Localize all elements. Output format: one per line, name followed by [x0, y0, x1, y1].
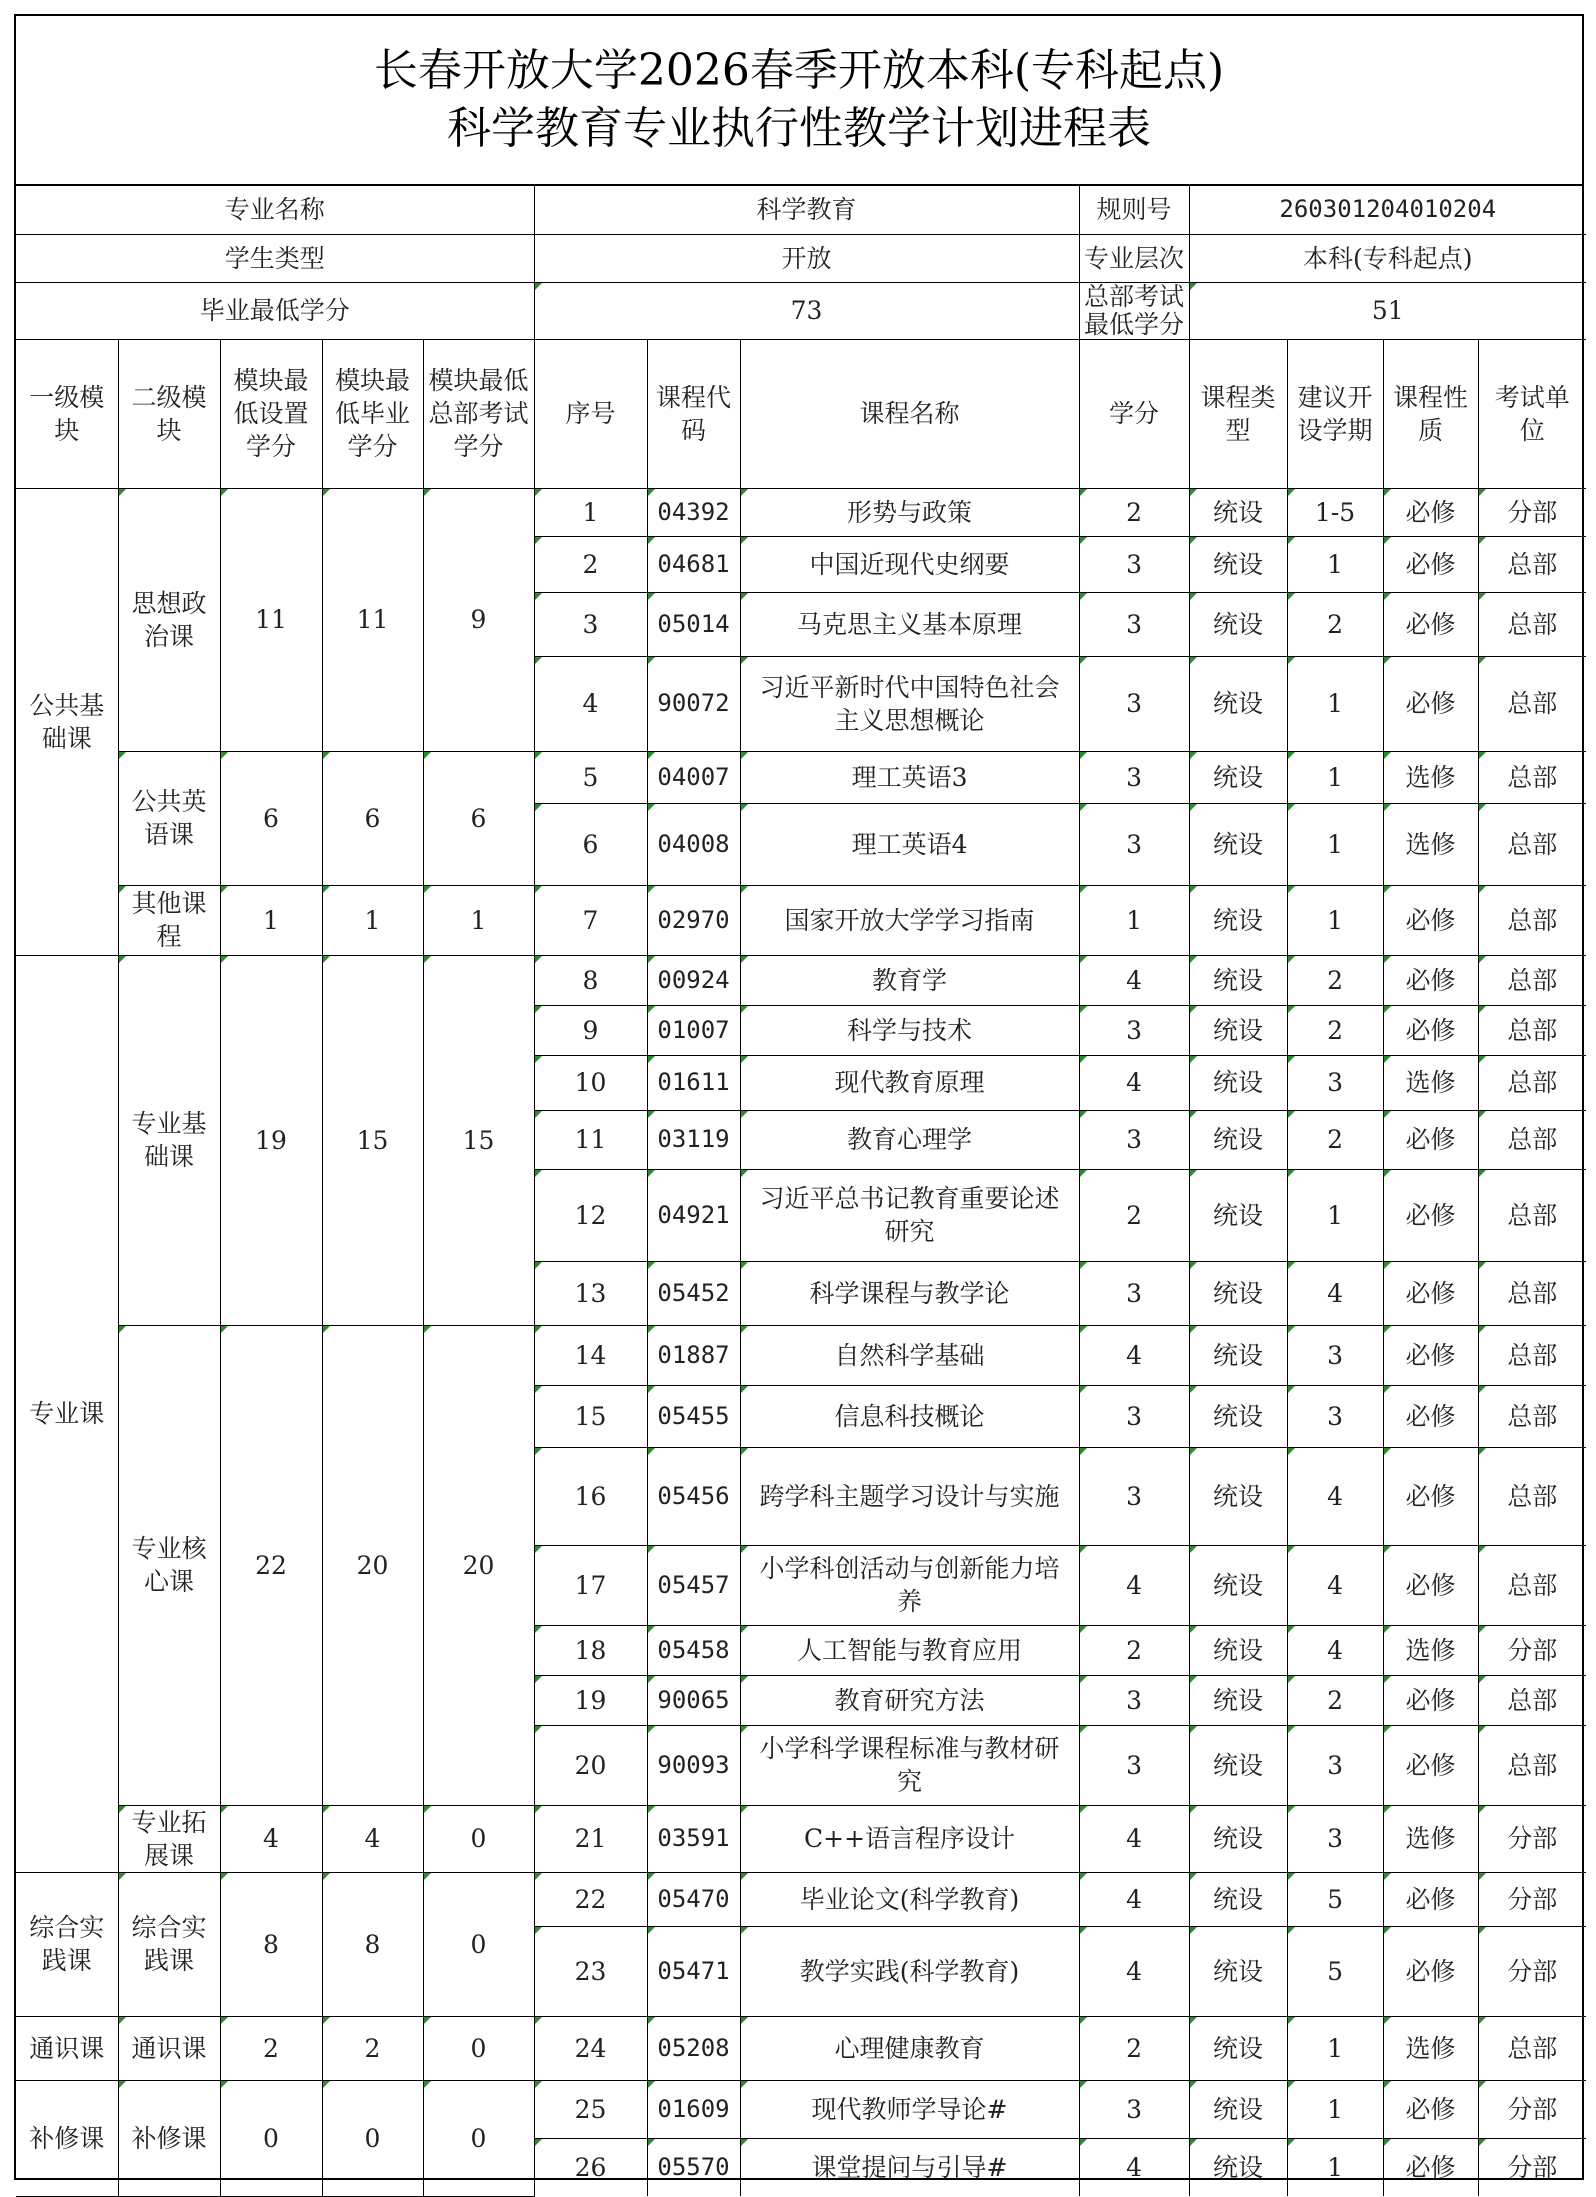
course-no: 16 [534, 1447, 647, 1545]
course-no: 19 [534, 1675, 647, 1725]
course-no: 4 [534, 656, 647, 751]
course-name: 科学课程与教学论 [740, 1261, 1079, 1325]
course-term: 1 [1287, 885, 1383, 955]
course-no: 24 [534, 2016, 647, 2080]
course-term: 2 [1287, 1110, 1383, 1169]
course-name: C++语言程序设计 [740, 1805, 1079, 1872]
course-term: 1 [1287, 2138, 1383, 2196]
course-no: 22 [534, 1872, 647, 1926]
course-unit: 总部 [1478, 1110, 1586, 1169]
course-credit: 3 [1079, 1447, 1189, 1545]
exam-credit-value: 51 [1189, 282, 1586, 339]
module-grad-credit: 8 [322, 1872, 423, 2016]
course-code: 04921 [647, 1169, 740, 1261]
course-code: 90065 [647, 1675, 740, 1725]
level-value: 本科(专科起点) [1189, 234, 1586, 282]
module-level1: 专业课 [16, 955, 118, 1872]
course-term: 1 [1287, 751, 1383, 803]
course-code: 05455 [647, 1385, 740, 1447]
course-name: 现代教师学导论# [740, 2080, 1079, 2138]
course-name: 教育研究方法 [740, 1675, 1079, 1725]
course-credit: 3 [1079, 2080, 1189, 2138]
course-credit: 4 [1079, 955, 1189, 1005]
course-code: 01007 [647, 1005, 740, 1055]
module-exam-credit: 0 [423, 2016, 534, 2080]
course-term: 2 [1287, 955, 1383, 1005]
module-set-credit: 22 [220, 1325, 322, 1805]
col-type: 课程类型 [1189, 339, 1287, 488]
module-level2: 专业核心课 [118, 1325, 220, 1805]
course-term: 4 [1287, 1261, 1383, 1325]
course-unit: 总部 [1478, 2016, 1586, 2080]
course-code: 01611 [647, 1055, 740, 1110]
course-code: 04008 [647, 803, 740, 885]
module-set-credit: 1 [220, 885, 322, 955]
module-level2: 通识课 [118, 2016, 220, 2080]
course-name: 理工英语4 [740, 803, 1079, 885]
module-level1: 通识课 [16, 2016, 118, 2080]
course-no: 8 [534, 955, 647, 1005]
module-grad-credit: 20 [322, 1325, 423, 1805]
course-unit: 分部 [1478, 2080, 1586, 2138]
course-nature: 必修 [1383, 885, 1478, 955]
course-name: 人工智能与教育应用 [740, 1625, 1079, 1675]
course-nature: 必修 [1383, 1872, 1478, 1926]
course-credit: 3 [1079, 1725, 1189, 1805]
course-unit: 总部 [1478, 1385, 1586, 1447]
course-type: 统设 [1189, 592, 1287, 656]
course-credit: 2 [1079, 2016, 1189, 2080]
course-nature: 选修 [1383, 1625, 1478, 1675]
course-name: 现代教育原理 [740, 1055, 1079, 1110]
module-level2: 综合实践课 [118, 1872, 220, 2016]
plan-table [16, 186, 1586, 2197]
course-type: 统设 [1189, 488, 1287, 536]
course-code: 05470 [647, 1872, 740, 1926]
course-unit: 总部 [1478, 1055, 1586, 1110]
course-no: 10 [534, 1055, 647, 1110]
course-unit: 总部 [1478, 803, 1586, 885]
course-type: 统设 [1189, 955, 1287, 1005]
course-term: 3 [1287, 1805, 1383, 1872]
min-credit-value: 73 [534, 282, 1079, 339]
course-term: 1 [1287, 2080, 1383, 2138]
module-grad-credit: 1 [322, 885, 423, 955]
course-credit: 3 [1079, 751, 1189, 803]
course-unit: 总部 [1478, 1169, 1586, 1261]
course-type: 统设 [1189, 1625, 1287, 1675]
module-exam-credit: 1 [423, 885, 534, 955]
course-nature: 必修 [1383, 1447, 1478, 1545]
course-term: 2 [1287, 1005, 1383, 1055]
course-type: 统设 [1189, 1545, 1287, 1625]
course-nature: 必修 [1383, 1110, 1478, 1169]
course-credit: 4 [1079, 1545, 1189, 1625]
course-nature: 选修 [1383, 1055, 1478, 1110]
course-code: 90072 [647, 656, 740, 751]
module-set-credit: 6 [220, 751, 322, 885]
course-unit: 分部 [1478, 2138, 1586, 2196]
table-row [16, 955, 1586, 1005]
course-credit: 2 [1079, 488, 1189, 536]
course-no: 7 [534, 885, 647, 955]
course-credit: 3 [1079, 1005, 1189, 1055]
course-no: 1 [534, 488, 647, 536]
course-no: 18 [534, 1625, 647, 1675]
course-nature: 必修 [1383, 488, 1478, 536]
plan-sheet [14, 14, 1584, 2180]
table-row [16, 751, 1586, 803]
course-credit: 4 [1079, 1805, 1189, 1872]
course-name: 理工英语3 [740, 751, 1079, 803]
course-credit: 4 [1079, 1872, 1189, 1926]
course-nature: 必修 [1383, 1545, 1478, 1625]
course-term: 1 [1287, 536, 1383, 592]
rule-value: 260301204010204 [1189, 186, 1586, 234]
course-unit: 总部 [1478, 1447, 1586, 1545]
course-credit: 2 [1079, 1625, 1189, 1675]
course-unit: 总部 [1478, 656, 1586, 751]
course-code: 05456 [647, 1447, 740, 1545]
student-type-value: 开放 [534, 234, 1079, 282]
course-term: 1 [1287, 1169, 1383, 1261]
course-credit: 1 [1079, 885, 1189, 955]
module-exam-credit: 6 [423, 751, 534, 885]
course-credit: 3 [1079, 803, 1189, 885]
module-grad-credit: 15 [322, 955, 423, 1325]
course-unit: 总部 [1478, 1005, 1586, 1055]
course-no: 9 [534, 1005, 647, 1055]
course-type: 统设 [1189, 1872, 1287, 1926]
course-name: 马克思主义基本原理 [740, 592, 1079, 656]
module-level2: 思想政治课 [118, 488, 220, 751]
course-term: 1 [1287, 656, 1383, 751]
level-label: 专业层次 [1079, 234, 1189, 282]
col-mod1: 一级模块 [16, 339, 118, 488]
course-type: 统设 [1189, 1675, 1287, 1725]
course-no: 2 [534, 536, 647, 592]
module-level2: 专业拓展课 [118, 1805, 220, 1872]
course-nature: 选修 [1383, 2016, 1478, 2080]
course-nature: 选修 [1383, 803, 1478, 885]
course-term: 2 [1287, 1675, 1383, 1725]
course-nature: 必修 [1383, 955, 1478, 1005]
course-code: 90093 [647, 1725, 740, 1805]
course-type: 统设 [1189, 1926, 1287, 2016]
course-no: 6 [534, 803, 647, 885]
course-code: 04392 [647, 488, 740, 536]
course-code: 00924 [647, 955, 740, 1005]
course-name: 小学科创活动与创新能力培养 [740, 1545, 1079, 1625]
course-name: 习近平总书记教育重要论述研究 [740, 1169, 1079, 1261]
course-term: 3 [1287, 1385, 1383, 1447]
course-term: 3 [1287, 1055, 1383, 1110]
course-type: 统设 [1189, 1447, 1287, 1545]
course-code: 05471 [647, 1926, 740, 2016]
course-credit: 3 [1079, 1261, 1189, 1325]
course-type: 统设 [1189, 751, 1287, 803]
col-mod2: 二级模块 [118, 339, 220, 488]
course-code: 04681 [647, 536, 740, 592]
course-nature: 必修 [1383, 1385, 1478, 1447]
course-no: 23 [534, 1926, 647, 2016]
course-unit: 总部 [1478, 1675, 1586, 1725]
course-name: 教学实践(科学教育) [740, 1926, 1079, 2016]
module-level2: 公共英语课 [118, 751, 220, 885]
course-unit: 分部 [1478, 1872, 1586, 1926]
table-row [16, 1325, 1586, 1385]
table-row [16, 488, 1586, 536]
module-set-credit: 8 [220, 1872, 322, 2016]
course-no: 21 [534, 1805, 647, 1872]
course-nature: 必修 [1383, 2080, 1478, 2138]
course-type: 统设 [1189, 2138, 1287, 2196]
module-set-credit: 0 [220, 2080, 322, 2196]
course-credit: 3 [1079, 592, 1189, 656]
module-exam-credit: 0 [423, 1805, 534, 1872]
col-nature: 课程性质 [1383, 339, 1478, 488]
table-row [16, 1805, 1586, 1872]
course-unit: 分部 [1478, 1805, 1586, 1872]
col-exam-credit: 模块最低总部考试学分 [423, 339, 534, 488]
course-credit: 4 [1079, 1325, 1189, 1385]
course-unit: 总部 [1478, 885, 1586, 955]
course-term: 1 [1287, 2016, 1383, 2080]
course-credit: 3 [1079, 536, 1189, 592]
col-grad-credit: 模块最低毕业学分 [322, 339, 423, 488]
module-exam-credit: 9 [423, 488, 534, 751]
course-name: 科学与技术 [740, 1005, 1079, 1055]
module-grad-credit: 11 [322, 488, 423, 751]
course-unit: 分部 [1478, 488, 1586, 536]
course-term: 2 [1287, 592, 1383, 656]
course-term: 4 [1287, 1545, 1383, 1625]
course-term: 4 [1287, 1447, 1383, 1545]
course-type: 统设 [1189, 1325, 1287, 1385]
course-nature: 必修 [1383, 2138, 1478, 2196]
course-term: 1 [1287, 803, 1383, 885]
module-set-credit: 19 [220, 955, 322, 1325]
course-unit: 总部 [1478, 955, 1586, 1005]
module-exam-credit: 0 [423, 2080, 534, 2196]
course-credit: 3 [1079, 1675, 1189, 1725]
course-name: 信息科技概论 [740, 1385, 1079, 1447]
course-nature: 必修 [1383, 1926, 1478, 2016]
course-name: 形势与政策 [740, 488, 1079, 536]
module-grad-credit: 2 [322, 2016, 423, 2080]
module-exam-credit: 0 [423, 1872, 534, 2016]
course-code: 04007 [647, 751, 740, 803]
module-set-credit: 4 [220, 1805, 322, 1872]
course-credit: 2 [1079, 1169, 1189, 1261]
course-unit: 总部 [1478, 1725, 1586, 1805]
course-term: 3 [1287, 1725, 1383, 1805]
course-nature: 必修 [1383, 1005, 1478, 1055]
course-unit: 总部 [1478, 751, 1586, 803]
course-type: 统设 [1189, 1805, 1287, 1872]
table-row [16, 1872, 1586, 1926]
course-no: 5 [534, 751, 647, 803]
course-nature: 必修 [1383, 1169, 1478, 1261]
course-credit: 3 [1079, 1385, 1189, 1447]
col-set-credit: 模块最低设置学分 [220, 339, 322, 488]
module-level1: 补修课 [16, 2080, 118, 2196]
course-name: 教育学 [740, 955, 1079, 1005]
course-no: 17 [534, 1545, 647, 1625]
module-level2: 补修课 [118, 2080, 220, 2196]
course-name: 小学科学课程标准与教材研究 [740, 1725, 1079, 1805]
course-no: 25 [534, 2080, 647, 2138]
min-credit-label: 毕业最低学分 [16, 282, 534, 339]
course-nature: 必修 [1383, 1325, 1478, 1385]
course-code: 05452 [647, 1261, 740, 1325]
course-term: 4 [1287, 1625, 1383, 1675]
title-block [16, 16, 1582, 186]
course-no: 11 [534, 1110, 647, 1169]
course-name: 跨学科主题学习设计与实施 [740, 1447, 1079, 1545]
module-exam-credit: 20 [423, 1325, 534, 1805]
course-credit: 4 [1079, 2138, 1189, 2196]
course-no: 15 [534, 1385, 647, 1447]
course-code: 03591 [647, 1805, 740, 1872]
module-level2: 其他课程 [118, 885, 220, 955]
course-type: 统设 [1189, 1110, 1287, 1169]
course-name: 课堂提问与引导# [740, 2138, 1079, 2196]
module-set-credit: 2 [220, 2016, 322, 2080]
major-value: 科学教育 [534, 186, 1079, 234]
title-line-1: 长春开放大学2026春季开放本科(专科起点) [373, 45, 1225, 96]
course-nature: 必修 [1383, 536, 1478, 592]
course-code: 02970 [647, 885, 740, 955]
module-grad-credit: 4 [322, 1805, 423, 1872]
course-code: 05014 [647, 592, 740, 656]
course-unit: 分部 [1478, 1625, 1586, 1675]
module-set-credit: 11 [220, 488, 322, 751]
col-term: 建议开设学期 [1287, 339, 1383, 488]
course-code: 05457 [647, 1545, 740, 1625]
col-name: 课程名称 [740, 339, 1079, 488]
course-credit: 3 [1079, 1110, 1189, 1169]
course-no: 3 [534, 592, 647, 656]
course-nature: 必修 [1383, 1675, 1478, 1725]
exam-credit-label: 总部考试最低学分 [1079, 282, 1189, 339]
major-label: 专业名称 [16, 186, 534, 234]
table-row [16, 2016, 1586, 2080]
course-term: 3 [1287, 1325, 1383, 1385]
course-type: 统设 [1189, 1261, 1287, 1325]
module-level1: 公共基础课 [16, 488, 118, 955]
course-name: 中国近现代史纲要 [740, 536, 1079, 592]
course-type: 统设 [1189, 803, 1287, 885]
course-type: 统设 [1189, 1169, 1287, 1261]
course-unit: 总部 [1478, 536, 1586, 592]
course-nature: 必修 [1383, 1725, 1478, 1805]
course-name: 心理健康教育 [740, 2016, 1079, 2080]
title-line-2: 科学教育专业执行性教学计划进程表 [447, 103, 1151, 154]
col-code: 课程代码 [647, 339, 740, 488]
course-code: 03119 [647, 1110, 740, 1169]
course-name: 国家开放大学学习指南 [740, 885, 1079, 955]
course-unit: 总部 [1478, 1261, 1586, 1325]
course-credit: 3 [1079, 656, 1189, 751]
course-type: 统设 [1189, 656, 1287, 751]
course-credit: 4 [1079, 1055, 1189, 1110]
module-exam-credit: 15 [423, 955, 534, 1325]
course-type: 统设 [1189, 885, 1287, 955]
course-type: 统设 [1189, 1385, 1287, 1447]
module-grad-credit: 0 [322, 2080, 423, 2196]
module-level2: 专业基础课 [118, 955, 220, 1325]
table-row [16, 885, 1586, 955]
course-nature: 必修 [1383, 1261, 1478, 1325]
course-code: 05458 [647, 1625, 740, 1675]
course-term: 5 [1287, 1872, 1383, 1926]
course-nature: 必修 [1383, 592, 1478, 656]
course-term: 5 [1287, 1926, 1383, 2016]
col-credit: 学分 [1079, 339, 1189, 488]
course-credit: 4 [1079, 1926, 1189, 2016]
course-no: 14 [534, 1325, 647, 1385]
col-no: 序号 [534, 339, 647, 488]
course-no: 12 [534, 1169, 647, 1261]
table-row [16, 2080, 1586, 2138]
course-code: 01887 [647, 1325, 740, 1385]
course-type: 统设 [1189, 1005, 1287, 1055]
student-type-label: 学生类型 [16, 234, 534, 282]
course-type: 统设 [1189, 1055, 1287, 1110]
course-nature: 选修 [1383, 1805, 1478, 1872]
course-name: 教育心理学 [740, 1110, 1079, 1169]
course-code: 01609 [647, 2080, 740, 2138]
module-level1: 综合实践课 [16, 1872, 118, 2016]
course-name: 习近平新时代中国特色社会主义思想概论 [740, 656, 1079, 751]
course-term: 1-5 [1287, 488, 1383, 536]
course-unit: 分部 [1478, 1926, 1586, 2016]
module-grad-credit: 6 [322, 751, 423, 885]
course-no: 26 [534, 2138, 647, 2196]
course-unit: 总部 [1478, 1545, 1586, 1625]
course-type: 统设 [1189, 2080, 1287, 2138]
course-no: 20 [534, 1725, 647, 1805]
course-code: 05570 [647, 2138, 740, 2196]
course-unit: 总部 [1478, 1325, 1586, 1385]
course-type: 统设 [1189, 1725, 1287, 1805]
course-type: 统设 [1189, 2016, 1287, 2080]
course-type: 统设 [1189, 536, 1287, 592]
course-name: 毕业论文(科学教育) [740, 1872, 1079, 1926]
course-name: 自然科学基础 [740, 1325, 1079, 1385]
course-nature: 选修 [1383, 751, 1478, 803]
rule-label: 规则号 [1079, 186, 1189, 234]
course-nature: 必修 [1383, 656, 1478, 751]
course-unit: 总部 [1478, 592, 1586, 656]
course-no: 13 [534, 1261, 647, 1325]
course-code: 05208 [647, 2016, 740, 2080]
col-unit: 考试单位 [1478, 339, 1586, 488]
